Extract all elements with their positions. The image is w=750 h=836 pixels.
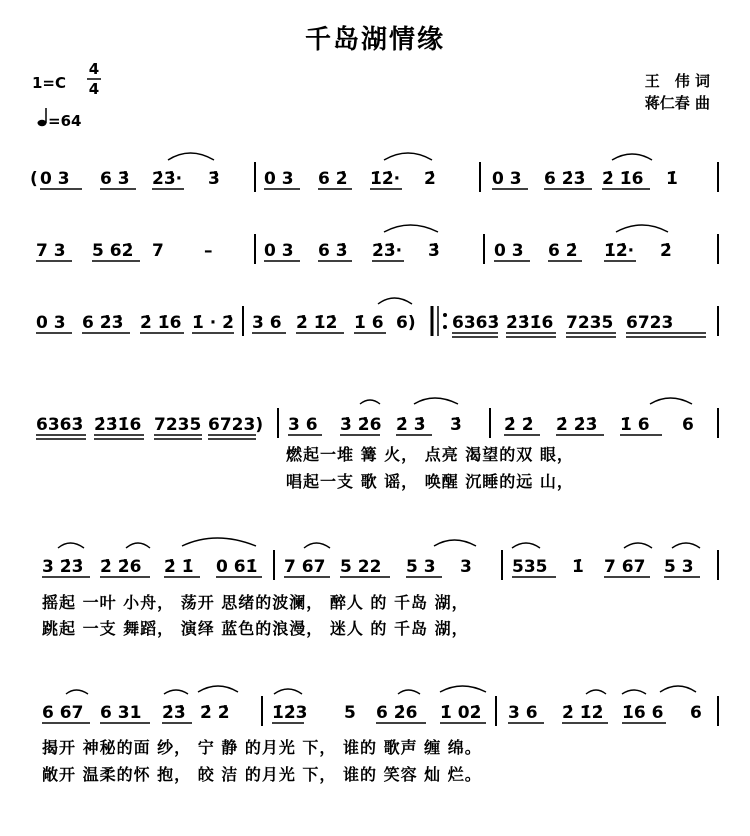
note-group: 2̇ 2̇ bbox=[200, 703, 230, 723]
tie-arc bbox=[304, 543, 330, 548]
note-group: 6 67 bbox=[42, 703, 84, 723]
note-group: 0 3 bbox=[494, 241, 524, 261]
note-group: ( bbox=[30, 169, 38, 189]
note-group: 1̇6 6 bbox=[622, 703, 664, 723]
lyricist-credit: 王 伟 词 bbox=[644, 72, 710, 90]
note-group: 2̇ 3̇ bbox=[396, 415, 426, 435]
tie-arc bbox=[66, 690, 88, 694]
lyric-line-2: 敞开 温柔的怀 抱， 皎 洁 的月光 下， 谁的 笑容 灿 烂。 bbox=[42, 765, 482, 784]
score-row-4 bbox=[36, 398, 718, 492]
note-group: 6363̇ bbox=[452, 313, 500, 333]
lyric-line-1: 摇起 一叶 小舟， 荡开 思绪的波澜， 醉人 的 千岛 湖， bbox=[42, 593, 469, 612]
tie-arc bbox=[624, 543, 652, 548]
note-group: 5 62̇ bbox=[92, 241, 134, 261]
note-group: 7235 bbox=[566, 313, 614, 333]
note-group: 2̇ bbox=[424, 169, 436, 189]
note-group: 6 3̇ bbox=[318, 241, 348, 261]
tie-arc bbox=[198, 686, 238, 692]
note-group: 2̇3̇· bbox=[152, 169, 183, 189]
note-group: 0 3 bbox=[40, 169, 70, 189]
note-group: 535 bbox=[512, 557, 548, 577]
tie-arc bbox=[616, 225, 668, 232]
note-group: 2̇ 2̇ bbox=[504, 415, 534, 435]
note-group: 6 bbox=[682, 415, 694, 435]
note-group: 7 67 bbox=[284, 557, 326, 577]
tie-arc bbox=[660, 686, 696, 692]
tie-arc bbox=[650, 398, 692, 404]
note-group: 6) bbox=[396, 313, 416, 333]
note-group: 7 3 bbox=[36, 241, 66, 261]
note-group: 6723) bbox=[208, 415, 264, 435]
note-group: 6 bbox=[690, 703, 702, 723]
tie-arc bbox=[398, 690, 420, 694]
note-group: 1̇ bbox=[572, 557, 584, 577]
tie-arc bbox=[586, 690, 606, 694]
note-group: 1̇2̇3 bbox=[272, 703, 308, 723]
tie-arc bbox=[384, 225, 438, 232]
note-group: 2̇3̇· bbox=[372, 241, 403, 261]
note-group: 2̇3̇1̇6 bbox=[94, 415, 142, 435]
tie-arc bbox=[182, 538, 256, 546]
note-group: 2̇3̇ bbox=[162, 703, 186, 723]
note-group: 2̇3̇1̇6 bbox=[506, 313, 554, 333]
score-row-5 bbox=[42, 538, 718, 639]
note-group: 0 3 bbox=[264, 169, 294, 189]
note-group: 3̇ bbox=[450, 415, 462, 435]
note-group: 0 3 bbox=[264, 241, 294, 261]
note-group: 2̇ 2̇6 bbox=[100, 557, 142, 577]
note-group: 6363̇ bbox=[36, 415, 84, 435]
note-group: 1̇2̇· bbox=[604, 241, 635, 261]
tie-arc bbox=[378, 298, 412, 304]
note-group: 6 2̇3̇ bbox=[544, 169, 586, 189]
note-group: 5 22 bbox=[340, 557, 382, 577]
tie-arc bbox=[384, 153, 432, 160]
lyric-line-1: 燃起一堆 篝 火， 点亮 渴望的双 眼， bbox=[286, 445, 574, 464]
tie-arc bbox=[126, 543, 150, 548]
lyric-line-2: 跳起 一支 舞蹈， 演绎 蓝色的浪漫， 迷人 的 千岛 湖， bbox=[42, 619, 469, 638]
tempo-mark: =64 bbox=[48, 112, 82, 130]
note-group: 3̇ bbox=[428, 241, 440, 261]
note-group: 7 67 bbox=[604, 557, 646, 577]
note-group: 5 bbox=[344, 703, 356, 723]
tie-arc bbox=[440, 686, 486, 692]
tie-arc bbox=[164, 690, 188, 694]
tie-arc bbox=[672, 543, 700, 548]
note-group: 2̇ 1̇6 bbox=[140, 313, 182, 333]
note-group: 3 6 bbox=[252, 313, 282, 333]
note-group: 6 2̇6 bbox=[376, 703, 418, 723]
score-row-1 bbox=[30, 153, 718, 192]
note-group: 1̇2̇· bbox=[370, 169, 401, 189]
note-group: 0 3 bbox=[492, 169, 522, 189]
score-row-6 bbox=[42, 686, 718, 785]
note-group: 6 2̇ bbox=[548, 241, 578, 261]
tie-arc bbox=[360, 400, 380, 404]
note-group: 6 3̇ bbox=[100, 169, 130, 189]
time-signature-bottom: 4 bbox=[88, 80, 100, 98]
score-row-2 bbox=[36, 225, 718, 264]
note-group: 1̇ bbox=[666, 169, 678, 189]
note-group: 1̇ 02̇ bbox=[440, 703, 482, 723]
note-group: 3̇ bbox=[208, 169, 220, 189]
note-group: 6 2̇ bbox=[318, 169, 348, 189]
note-group: 2̇ 2̇3̇ bbox=[556, 415, 598, 435]
note-group: 6 31 bbox=[100, 703, 142, 723]
note-group: 6 2̇3̇ bbox=[82, 313, 124, 333]
note-group: 1̇ · 2̇ bbox=[192, 313, 234, 333]
lyric-line-1: 揭开 神秘的面 纱， 宁 静 的月光 下， 谁的 歌声 缠 绵。 bbox=[42, 738, 482, 757]
note-group: 7 bbox=[152, 241, 164, 261]
note-group: 3̇ 2̇6 bbox=[340, 415, 382, 435]
underlines bbox=[36, 435, 662, 439]
note-group: 2̇ 1̇6 bbox=[602, 169, 644, 189]
quarter-note-icon bbox=[38, 108, 47, 126]
note-group: 3 bbox=[460, 557, 472, 577]
time-signature-top: 4 bbox=[88, 60, 100, 78]
note-group: 2̇ bbox=[660, 241, 672, 261]
note-group: 2̇ 1̇2̇ bbox=[296, 313, 338, 333]
lyric-line-2: 唱起一支 歌 谣， 唤醒 沉睡的远 山， bbox=[286, 472, 574, 491]
note-group: 0 3 bbox=[36, 313, 66, 333]
tie-arc bbox=[58, 543, 84, 548]
score-row-3 bbox=[36, 298, 718, 337]
note-group: – bbox=[204, 241, 213, 261]
composer-credit: 蒋仁春 曲 bbox=[644, 94, 710, 112]
note-group: 7235 bbox=[154, 415, 202, 435]
tie-arc bbox=[414, 398, 458, 404]
tie-arc bbox=[434, 540, 476, 546]
note-group: 3 6 bbox=[288, 415, 318, 435]
tie-arc bbox=[622, 690, 646, 694]
note-group: 1̇ 6 bbox=[620, 415, 650, 435]
note-group: 1̇ 6 bbox=[354, 313, 384, 333]
note-group: 6723 bbox=[626, 313, 674, 333]
note-group: 2̇ 1̇ bbox=[164, 557, 194, 577]
note-group: 2̇ 1̇2̇ bbox=[562, 703, 604, 723]
tie-arc bbox=[168, 153, 214, 160]
note-group: 3 2̇3̇ bbox=[42, 557, 84, 577]
note-group: 0 61̇ bbox=[216, 557, 258, 577]
note-group: 5 3 bbox=[664, 557, 694, 577]
repeat-start-sign bbox=[432, 306, 447, 336]
tie-arc bbox=[612, 154, 652, 160]
note-group: 3 6 bbox=[508, 703, 538, 723]
tie-arc bbox=[512, 543, 540, 548]
key-signature: 1=C bbox=[32, 74, 67, 92]
tie-arc bbox=[274, 689, 302, 694]
song-title: 千岛湖情缘 bbox=[304, 25, 446, 55]
underlines bbox=[36, 333, 706, 337]
note-group: 5 3 bbox=[406, 557, 436, 577]
